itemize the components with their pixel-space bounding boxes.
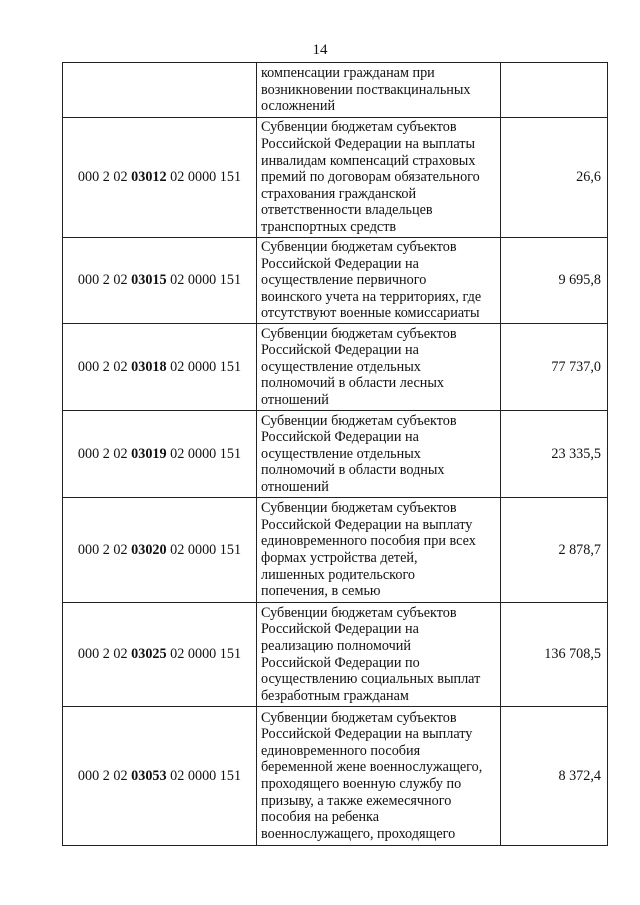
budget-classification-code <box>63 63 257 118</box>
budget-classification-code: 000 2 02 03025 02 0000 151 <box>63 603 257 707</box>
table-row <box>63 498 608 603</box>
table-row <box>63 63 608 118</box>
amount-value: 26,6 <box>501 118 608 238</box>
page-number: 14 <box>312 42 328 58</box>
amount-value: 8 372,4 <box>501 707 608 846</box>
revenue-description: Субвенции бюджетам субъектов Российской Федерации на выплату единовременного пособия при всех формах устройства детей, лишенных родительского попечения, в семью <box>257 498 501 603</box>
amount-value: 2 878,7 <box>501 498 608 603</box>
revenue-description: Субвенции бюджетам субъектов Российской Федерации на выплаты инвалидам компенсаций страховых премий по договорам обязательного страхования гражданской ответственности владельцев транспортных средств <box>257 118 501 238</box>
budget-classification-code: 000 2 02 03053 02 0000 151 <box>63 707 257 846</box>
amount-value: 77 737,0 <box>501 324 608 411</box>
budget-classification-code: 000 2 02 03019 02 0000 151 <box>63 411 257 498</box>
revenue-description: Субвенции бюджетам субъектов Российской Федерации на выплату единовременного пособия беременной жене военнослужащего, проходящего военную службу по призыву, а также ежемесячного пособия на ребенка военнослужащего, проходящего <box>257 707 501 846</box>
amount-value: 136 708,5 <box>501 603 608 707</box>
revenue-description: компенсации гражданам при возникновении поствакцинальных осложнений <box>257 63 501 118</box>
revenue-description: Субвенции бюджетам субъектов Российской Федерации на осуществление отдельных полномочий в области водных отношений <box>257 411 501 498</box>
table-row <box>63 238 608 324</box>
amount-value: 9 695,8 <box>501 238 608 324</box>
budget-revenue-table <box>62 62 608 846</box>
budget-classification-code: 000 2 02 03015 02 0000 151 <box>63 238 257 324</box>
amount-value: 23 335,5 <box>501 411 608 498</box>
table-row <box>63 603 608 707</box>
revenue-description: Субвенции бюджетам субъектов Российской Федерации на осуществление отдельных полномочий в области лесных отношений <box>257 324 501 411</box>
table-row <box>63 707 608 846</box>
revenue-description: Субвенции бюджетам субъектов Российской Федерации на осуществление первичного воинского учета на территориях, где отсутствуют военные комиссариаты <box>257 238 501 324</box>
budget-classification-code: 000 2 02 03020 02 0000 151 <box>63 498 257 603</box>
revenue-description: Субвенции бюджетам субъектов Российской Федерации на реализацию полномочий Российской Федерации по осуществлению социальных выплат безработным гражданам <box>257 603 501 707</box>
table-row <box>63 118 608 238</box>
table-row <box>63 324 608 411</box>
table-row <box>63 411 608 498</box>
budget-classification-code: 000 2 02 03012 02 0000 151 <box>63 118 257 238</box>
amount-value <box>501 63 608 118</box>
budget-classification-code: 000 2 02 03018 02 0000 151 <box>63 324 257 411</box>
